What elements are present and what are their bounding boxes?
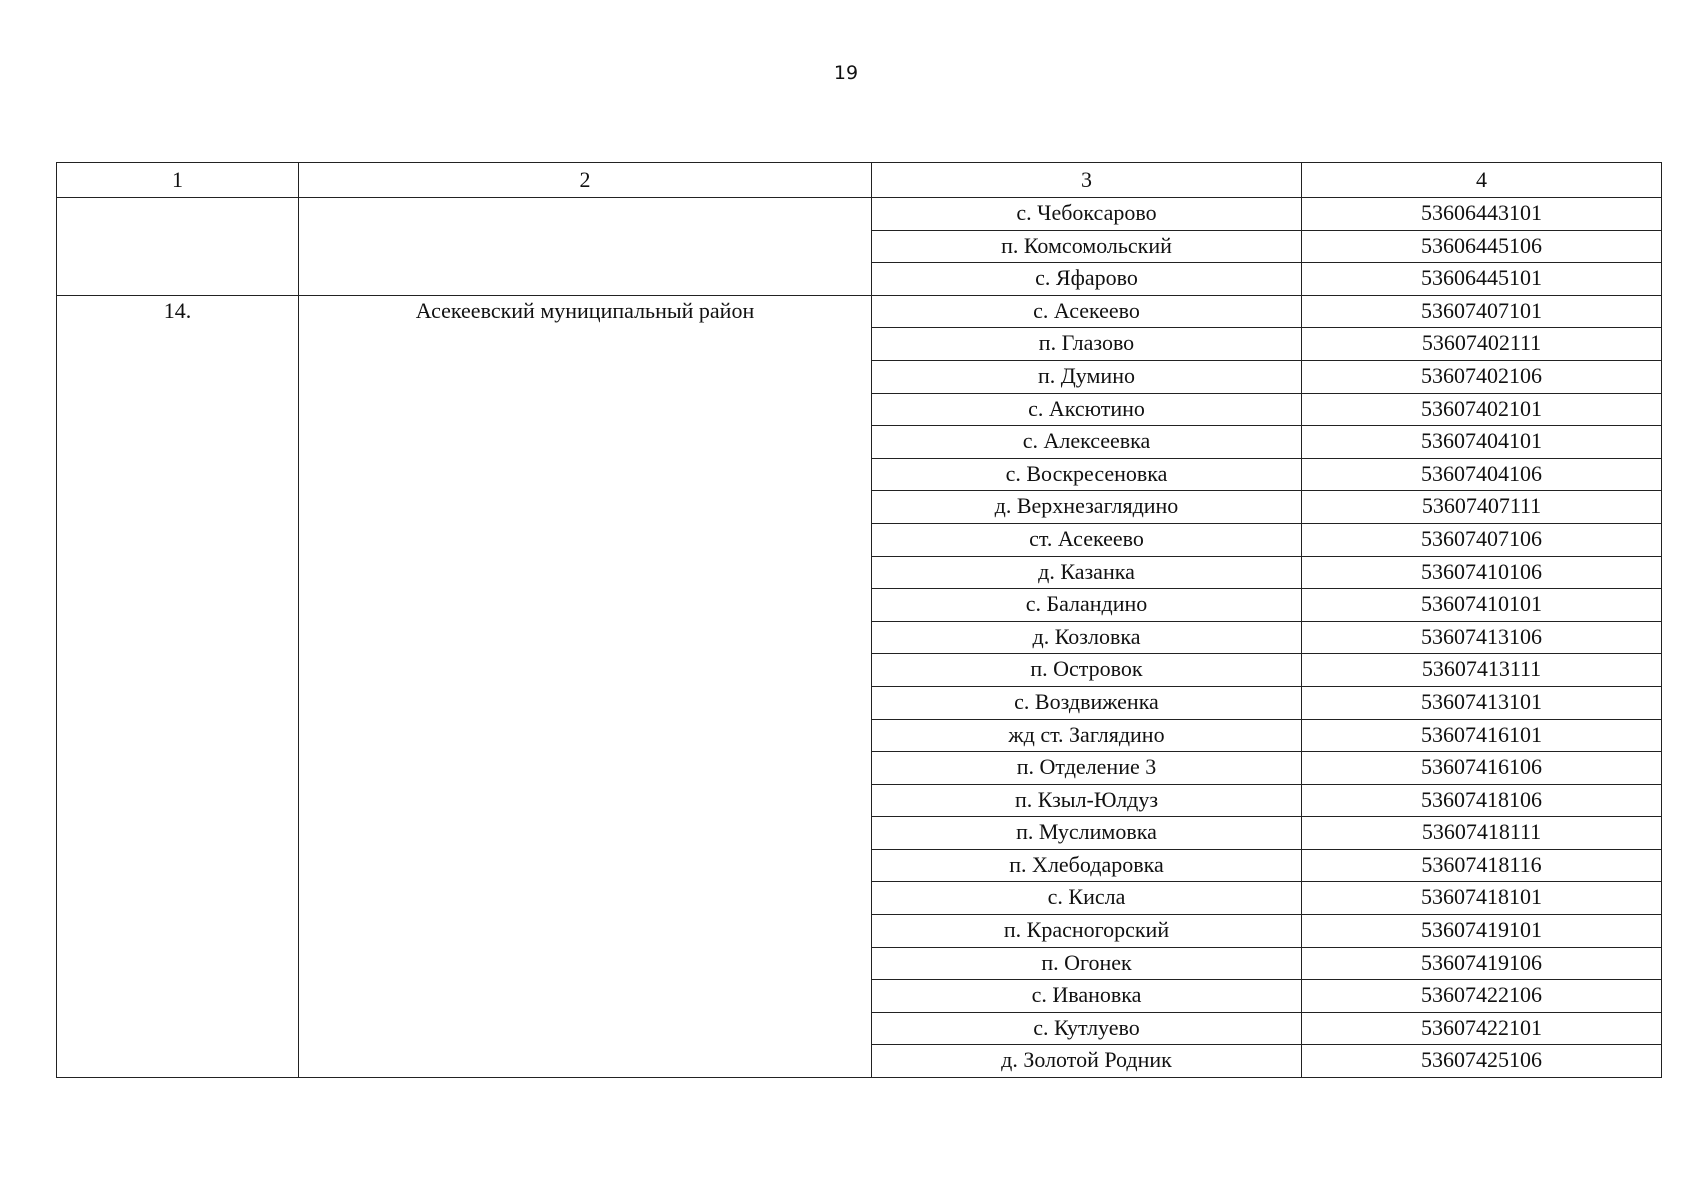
settlement-cell: п. Муслимовка [872, 817, 1302, 850]
settlement-cell: с. Воздвиженка [872, 686, 1302, 719]
code-cell: 53607410106 [1302, 556, 1662, 589]
code-cell: 53607413101 [1302, 686, 1662, 719]
code-cell: 53607422106 [1302, 980, 1662, 1013]
settlement-cell: п. Отделение 3 [872, 752, 1302, 785]
settlement-cell: с. Кутлуево [872, 1012, 1302, 1045]
settlement-cell: с. Аксютино [872, 393, 1302, 426]
column-header-4: 4 [1302, 163, 1662, 198]
column-header-2: 2 [299, 163, 872, 198]
settlement-cell: п. Островок [872, 654, 1302, 687]
code-cell: 53606445101 [1302, 263, 1662, 296]
code-cell: 53607402101 [1302, 393, 1662, 426]
code-cell: 53606445106 [1302, 230, 1662, 263]
settlement-cell: п. Глазово [872, 328, 1302, 361]
settlement-cell: с. Кисла [872, 882, 1302, 915]
code-cell: 53607413106 [1302, 621, 1662, 654]
code-cell: 53606443101 [1302, 198, 1662, 231]
code-cell: 53607418101 [1302, 882, 1662, 915]
column-header-3: 3 [872, 163, 1302, 198]
settlement-cell: с. Ивановка [872, 980, 1302, 1013]
settlement-cell: п. Думино [872, 360, 1302, 393]
settlement-cell: п. Огонек [872, 947, 1302, 980]
settlement-cell: с. Баландино [872, 589, 1302, 622]
page-number: 19 [833, 62, 859, 84]
code-cell: 53607418106 [1302, 784, 1662, 817]
settlement-cell: п. Кзыл-Юлдуз [872, 784, 1302, 817]
code-cell: 53607418111 [1302, 817, 1662, 850]
code-cell: 53607413111 [1302, 654, 1662, 687]
code-cell: 53607422101 [1302, 1012, 1662, 1045]
code-cell: 53607419106 [1302, 947, 1662, 980]
group-number-cell: 14. [57, 295, 299, 1077]
code-cell: 53607416101 [1302, 719, 1662, 752]
code-cell: 53607402111 [1302, 328, 1662, 361]
number-cell [57, 198, 299, 296]
table-row [57, 198, 1662, 231]
settlement-cell: д. Золотой Родник [872, 1045, 1302, 1078]
settlement-cell: с. Алексеевка [872, 426, 1302, 459]
settlement-cell: п. Хлебодаровка [872, 849, 1302, 882]
code-cell: 53607407101 [1302, 295, 1662, 328]
column-header-1: 1 [57, 163, 299, 198]
settlement-cell: п. Красногорский [872, 915, 1302, 948]
code-cell: 53607404101 [1302, 426, 1662, 459]
code-cell: 53607407106 [1302, 523, 1662, 556]
code-cell: 53607410101 [1302, 589, 1662, 622]
settlement-cell: жд ст. Заглядино [872, 719, 1302, 752]
settlement-cell: п. Комсомольский [872, 230, 1302, 263]
settlement-cell: д. Казанка [872, 556, 1302, 589]
settlements-table [56, 162, 1662, 1078]
code-cell: 53607419101 [1302, 915, 1662, 948]
settlement-cell: д. Козловка [872, 621, 1302, 654]
code-cell: 53607416106 [1302, 752, 1662, 785]
table-body [57, 163, 1662, 1078]
settlement-cell: с. Воскресеновка [872, 458, 1302, 491]
code-cell: 53607418116 [1302, 849, 1662, 882]
settlement-cell: с. Асекеево [872, 295, 1302, 328]
header-row [57, 163, 1662, 198]
table-row [57, 295, 1662, 328]
district-name-cell: Асекеевский муниципальный район [299, 295, 872, 1077]
district-cell [299, 198, 872, 296]
settlement-cell: ст. Асекеево [872, 523, 1302, 556]
code-cell: 53607425106 [1302, 1045, 1662, 1078]
code-cell: 53607404106 [1302, 458, 1662, 491]
code-cell: 53607402106 [1302, 360, 1662, 393]
settlement-cell: с. Чебоксарово [872, 198, 1302, 231]
code-cell: 53607407111 [1302, 491, 1662, 524]
settlement-cell: с. Яфарово [872, 263, 1302, 296]
settlement-cell: д. Верхнезаглядино [872, 491, 1302, 524]
